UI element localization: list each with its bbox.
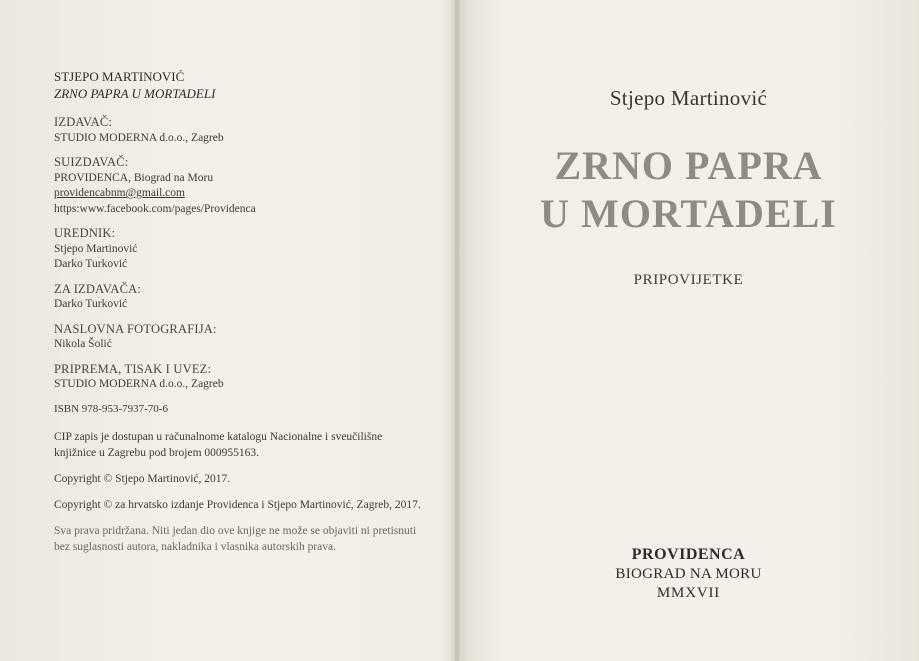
cover-photo-label: NASLOVNA FOTOGRAFIJA: [54, 321, 217, 336]
cover-photo-section [54, 322, 424, 353]
copyright-edition: Copyright © za hrvatsko izdanje Providenca i Stjepo Martinović, Zagreb, 2017. [54, 499, 421, 511]
book-title-line-1: ZRNO PAPRA [554, 143, 823, 188]
for-publisher-section [54, 282, 424, 313]
prepress-section [54, 362, 424, 393]
rights-notice: Sva prava pridržana. Niti jedan dio ove knjige ne može se objaviti ni pretisnuti bez suglasnosti autora, nakladnika i vlasnika autorskih prava. [54, 525, 417, 553]
cip-note: CIP zapis je dostupan u računalnome katalogu Nacionalne i sveučilišne knjižnice u Zagrebu pod brojem 000955163. [54, 431, 383, 459]
book-author: Stjepo Martinović [609, 86, 768, 110]
co-publisher-value: PROVIDENCA, Biograd na Moru [54, 171, 214, 184]
copyright-author: Copyright © Stjepo Martinović, 2017. [54, 473, 231, 485]
prepress-label: PRIPREMA, TISAK I UVEZ: [54, 361, 212, 376]
co-publisher-web: https:www.facebook.com/pages/Providenca [54, 202, 256, 215]
publisher-section [54, 115, 424, 146]
cover-photo-name: Nikola Šolić [54, 338, 112, 350]
publisher-name: PROVIDENCA [631, 546, 746, 563]
editor-name: Stjepo Martinović [54, 242, 138, 255]
co-publisher-email-link[interactable]: providencabnm@gmail.com [54, 187, 185, 199]
publisher-label: IZDAVAČ: [54, 115, 113, 129]
title-page-content [458, 0, 919, 661]
editor-name: Darko Turković [54, 258, 128, 270]
publication-year: MMXVII [656, 585, 721, 601]
for-publisher-name: Darko Turković [54, 298, 128, 310]
imprint-block [54, 68, 424, 565]
co-publisher-section [54, 155, 424, 217]
book-subtitle: PRIPOVIJETKE [633, 272, 744, 288]
isbn: ISBN 978-953-7937-70-6 [54, 402, 168, 415]
imprint-author: STJEPO MARTINOVIĆ [54, 69, 185, 84]
publisher-imprint [458, 545, 919, 603]
title-page [458, 0, 919, 661]
book-title-line-2: U MORTADELI [540, 191, 837, 236]
imprint-title: ZRNO PAPRA U MORTADELI [54, 86, 216, 101]
book-title [458, 142, 919, 238]
co-publisher-label: SUIZDAVAČ: [54, 155, 129, 169]
publisher-city: BIOGRAD NA MORU [615, 566, 762, 582]
prepress-value: STUDIO MODERNA d.o.o., Zagreb [54, 378, 224, 390]
editor-label: UREDNIK: [54, 226, 116, 240]
imprint-page [0, 0, 457, 661]
editor-section [54, 226, 424, 273]
for-publisher-label: ZA IZDAVAČA: [54, 281, 142, 296]
publisher-value: STUDIO MODERNA d.o.o., Zagreb [54, 131, 224, 144]
